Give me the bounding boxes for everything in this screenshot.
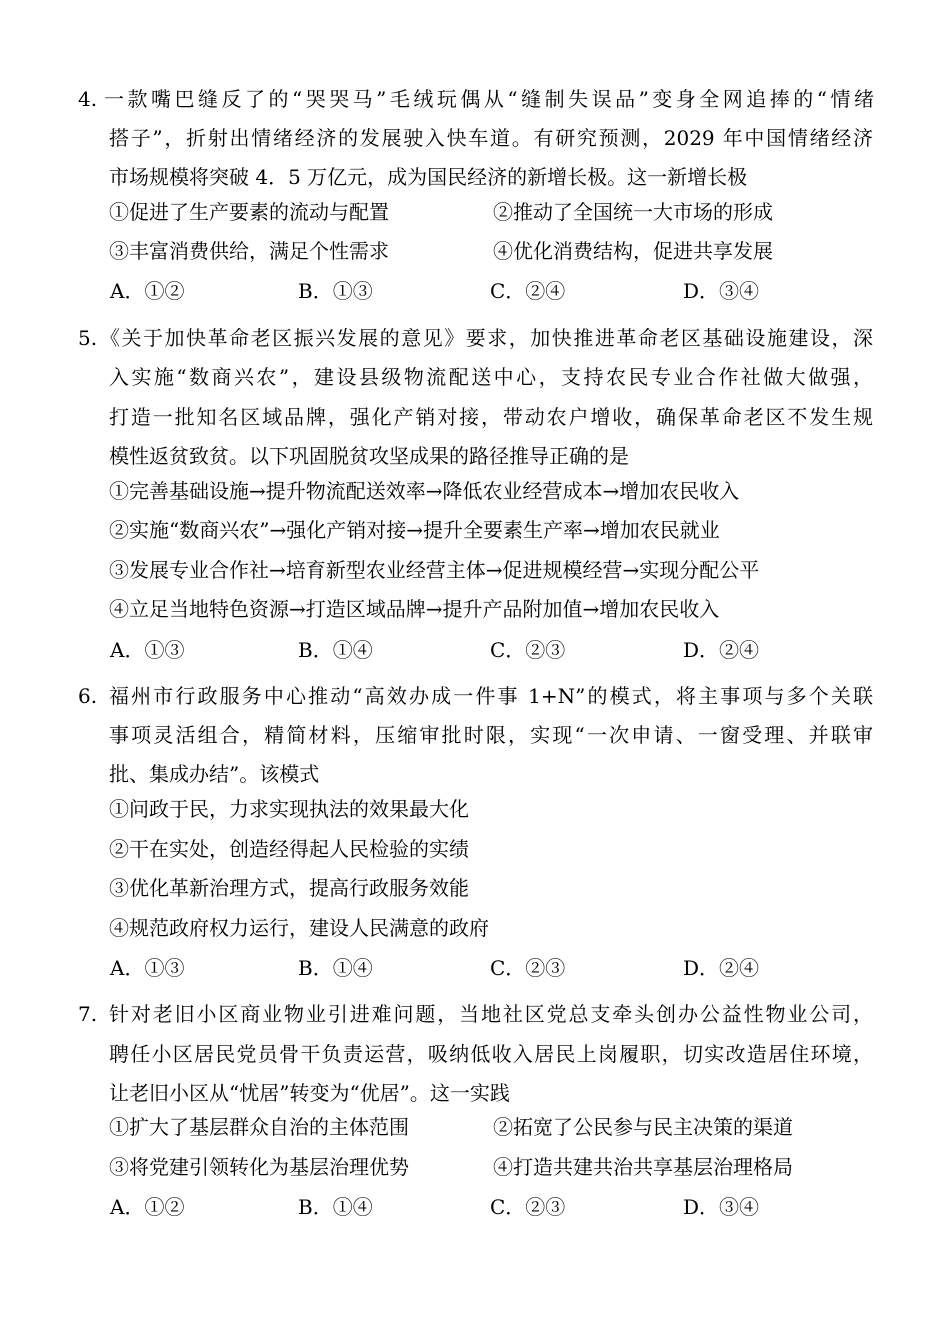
option-1: ①促进了生产要素的流动与配置 [109, 200, 389, 224]
answer-choice-b: B．①④ [298, 956, 373, 980]
question-stem-line: 市场规模将突破 4．5 万亿元，成为国民经济的新增长极。这一新增长极 [109, 165, 748, 189]
answer-choice-a: A．①② [110, 1195, 185, 1219]
answer-choice-c: C．②③ [490, 638, 566, 662]
question-stem-line: 《关于加快革命老区振兴发展的意见》要求，加快推进革命老区基础设施建设，深 [100, 326, 873, 350]
option-2: ②实施“数商兴农”→强化产销对接→提升全要素生产率→增加农民就业 [109, 518, 720, 542]
answer-choice-a: A．①② [110, 279, 185, 303]
option-3: ③将党建引领转化为基层治理优势 [109, 1155, 409, 1179]
option-4: ④优化消费结构，促进共享发展 [493, 239, 773, 263]
option-3: ③发展专业合作社→培育新型农业经营主体→促进规模经营→实现分配公平 [109, 558, 760, 582]
option-2: ②干在实处，创造经得起人民检验的实绩 [109, 837, 469, 861]
question-number: 5. [78, 326, 98, 350]
question-stem-line: 聘任小区居民党员骨干负责运营，吸纳低收入居民上岗履职，切实改造居住环境， [109, 1042, 873, 1066]
question-stem-line: 入实施“数商兴农”，建设县级物流配送中心，支持农民专业合作社做大做强， [109, 365, 873, 389]
question-stem-line: 针对老旧小区商业物业引进难问题，当地社区党总支牵头创办公益性物业公司， [109, 1002, 873, 1026]
answer-choice-c: C．②③ [490, 956, 566, 980]
question-number: 4. [78, 87, 98, 111]
question-stem-line: 事项灵活组合，精简材料，压缩审批时限，实现“一次申请、一窗受理、并联审 [109, 723, 873, 747]
answer-choice-d: D．③④ [683, 1195, 760, 1219]
option-4: ④规范政府权力运行，建设人民满意的政府 [109, 916, 489, 940]
option-1: ①完善基础设施→提升物流配送效率→降低农业经营成本→增加农民收入 [109, 479, 740, 503]
question-stem-line: 打造一批知名区域品牌，强化产销对接，带动农户增收，确保革命老区不发生规 [109, 405, 873, 429]
answer-choice-b: B．①③ [298, 279, 373, 303]
option-3: ③丰富消费供给，满足个性需求 [109, 239, 389, 263]
answer-choice-c: C．②③ [490, 1195, 566, 1219]
answer-choice-d: D．③④ [683, 279, 760, 303]
question-stem-line: 批、集成办结”。该模式 [109, 762, 320, 786]
question-stem-line: 搭子”，折射出情绪经济的发展驶入快车道。有研究预测，2029 年中国情绪经济 [109, 126, 873, 150]
question-stem-line: 模性返贫致贫。以下巩固脱贫攻坚成果的路径推导正确的是 [109, 444, 629, 468]
question-stem-line: 福州市行政服务中心推动“高效办成一件事 1+N”的模式，将主事项与多个关联 [109, 684, 873, 708]
answer-choice-d: D．②④ [683, 956, 760, 980]
answer-choice-c: C．②④ [490, 279, 566, 303]
option-4: ④立足当地特色资源→打造区域品牌→提升产品附加值→增加农民收入 [109, 597, 720, 621]
answer-choice-d: D．②④ [683, 638, 760, 662]
option-2: ②拓宽了公民参与民主决策的渠道 [493, 1115, 793, 1139]
option-1: ①问政于民，力求实现执法的效果最大化 [109, 797, 469, 821]
question-number: 7. [78, 1002, 98, 1026]
question-stem-line: 让老旧小区从“忧居”转变为“优居”。这一实践 [109, 1081, 510, 1105]
option-1: ①扩大了基层群众自治的主体范围 [109, 1115, 409, 1139]
question-number: 6. [78, 684, 98, 708]
answer-choice-a: A．①③ [110, 956, 185, 980]
option-3: ③优化革新治理方式，提高行政服务效能 [109, 876, 469, 900]
option-2: ②推动了全国统一大市场的形成 [493, 200, 773, 224]
option-4: ④打造共建共治共享基层治理格局 [493, 1155, 793, 1179]
answer-choice-a: A．①③ [110, 638, 185, 662]
question-stem-line: 一款嘴巴缝反了的“哭哭马”毛绒玩偶从“缝制失误品”变身全网追捧的“情绪 [104, 87, 874, 111]
answer-choice-b: B．①④ [298, 638, 373, 662]
answer-choice-b: B．①④ [298, 1195, 373, 1219]
